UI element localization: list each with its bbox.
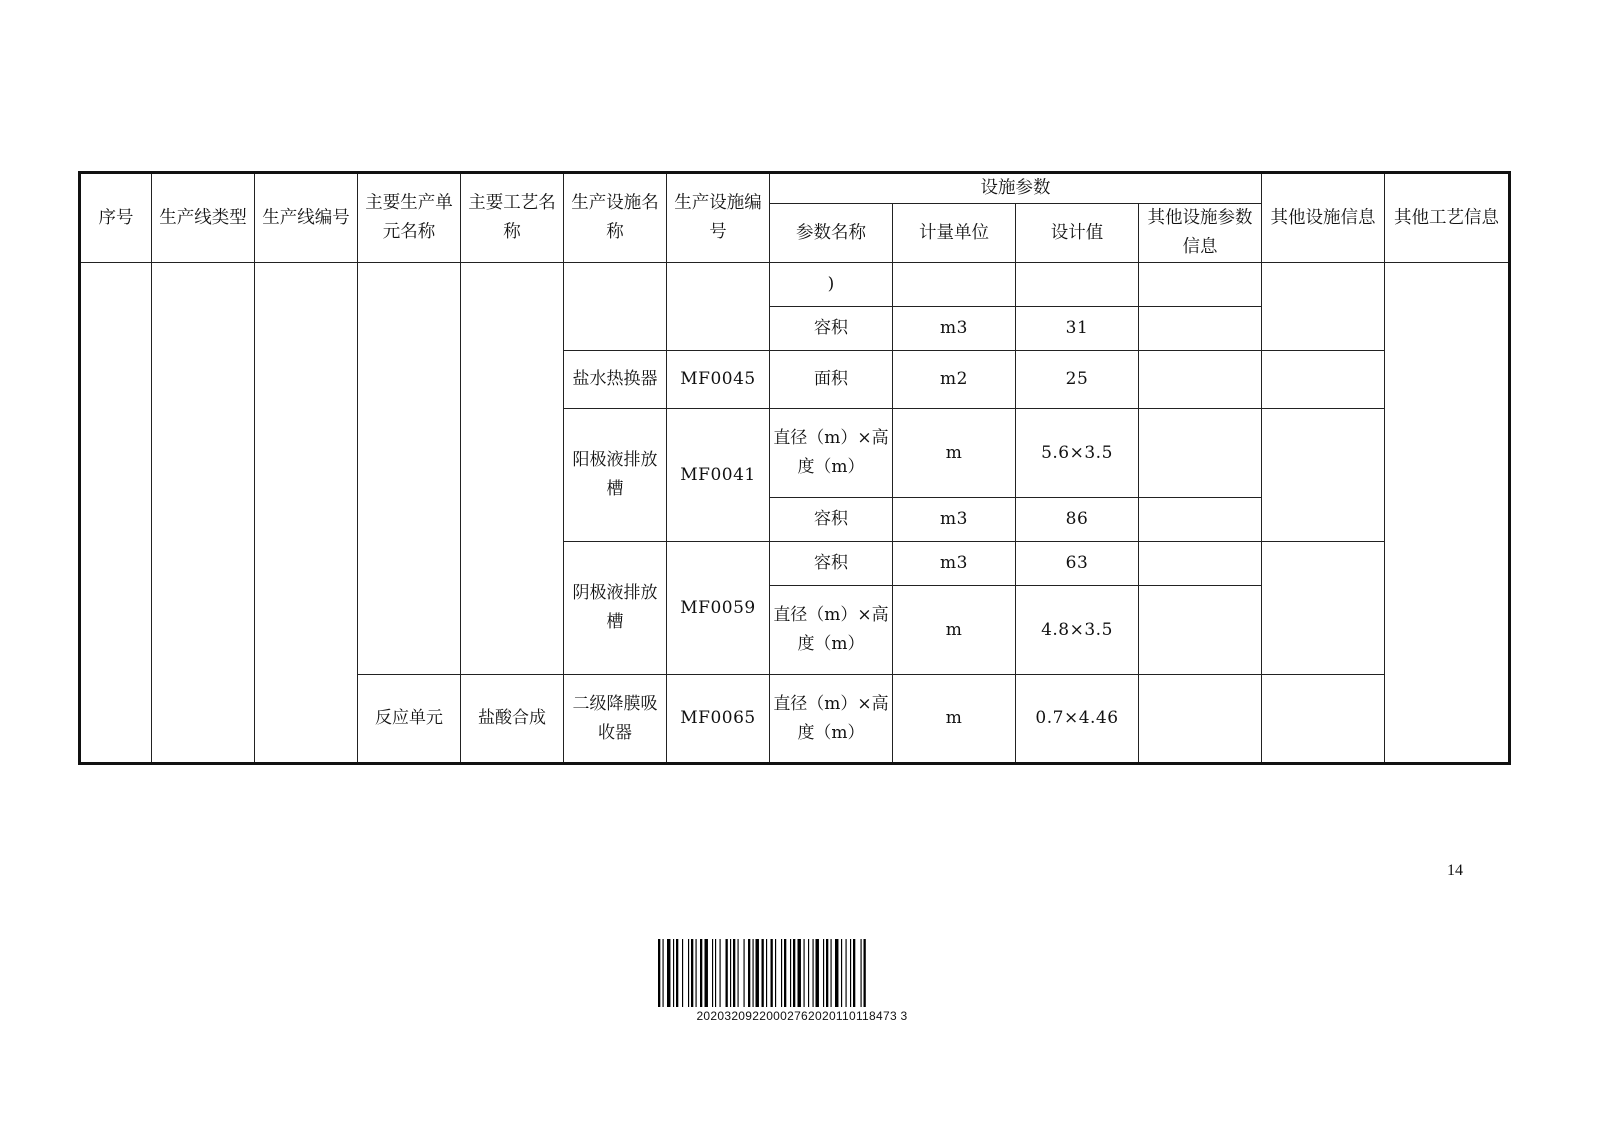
cell-other-facility	[1262, 263, 1385, 351]
cell-other-facility	[1262, 675, 1385, 764]
cell-line-code	[255, 263, 358, 764]
cell-design-value: 4.8×3.5	[1016, 586, 1139, 675]
header-main-process: 主要工艺名称	[461, 173, 564, 263]
cell-facility-code: MF0065	[667, 675, 770, 764]
cell-design-value: 0.7×4.46	[1016, 675, 1139, 764]
cell-unit: m	[893, 409, 1016, 498]
cell-facility-code: MF0045	[667, 351, 770, 409]
page-number: 14	[1447, 862, 1463, 879]
cell-line-type	[152, 263, 255, 764]
barcode-number: 20203209220002762020110118473 3	[696, 1009, 908, 1023]
table-row	[80, 263, 1510, 307]
header-other-process-info: 其他工艺信息	[1385, 173, 1510, 263]
cell-design-value	[1016, 263, 1139, 307]
cell-param-name: 容积	[770, 307, 893, 351]
header-seq: 序号	[80, 173, 152, 263]
cell-param-name: 直径（m）×高度（m）	[770, 675, 893, 764]
facility-table	[78, 171, 1511, 765]
cell-other-param	[1139, 409, 1262, 498]
cell-design-value: 86	[1016, 498, 1139, 542]
cell-unit: m3	[893, 307, 1016, 351]
cell-other-facility	[1262, 351, 1385, 409]
cell-other-param	[1139, 307, 1262, 351]
cell-other-param	[1139, 263, 1262, 307]
cell-design-value: 31	[1016, 307, 1139, 351]
cell-param-name: 容积	[770, 498, 893, 542]
cell-facility-code: MF0059	[667, 542, 770, 675]
cell-param-name: 直径（m）×高度（m）	[770, 586, 893, 675]
cell-main-process: 盐酸合成	[461, 675, 564, 764]
cell-param-name: 容积	[770, 542, 893, 586]
cell-unit: m	[893, 675, 1016, 764]
cell-main-unit	[358, 263, 461, 675]
cell-param-name: 面积	[770, 351, 893, 409]
cell-facility: 阳极液排放槽	[564, 409, 667, 542]
cell-other-process	[1385, 263, 1510, 764]
cell-other-param	[1139, 542, 1262, 586]
barcode-icon	[658, 939, 946, 1007]
cell-seq	[80, 263, 152, 764]
header-line-code: 生产线编号	[255, 173, 358, 263]
cell-other-param	[1139, 675, 1262, 764]
header-other-facility-info: 其他设施信息	[1262, 173, 1385, 263]
cell-unit: m3	[893, 542, 1016, 586]
cell-param-name: 直径（m）×高度（m）	[770, 409, 893, 498]
cell-main-process	[461, 263, 564, 675]
cell-facility	[564, 263, 667, 351]
cell-unit: m3	[893, 498, 1016, 542]
header-facility-name: 生产设施名称	[564, 173, 667, 263]
cell-other-param	[1139, 498, 1262, 542]
cell-param-name: )	[770, 263, 893, 307]
cell-other-facility	[1262, 542, 1385, 675]
cell-unit: m	[893, 586, 1016, 675]
cell-facility-code	[667, 263, 770, 351]
header-facility-params: 设施参数	[770, 173, 1262, 204]
cell-unit: m2	[893, 351, 1016, 409]
header-param-name: 参数名称	[770, 204, 893, 263]
cell-facility: 二级降膜吸收器	[564, 675, 667, 764]
header-design-value: 设计值	[1016, 204, 1139, 263]
cell-main-unit: 反应单元	[358, 675, 461, 764]
header-line-type: 生产线类型	[152, 173, 255, 263]
header-main-unit: 主要生产单元名称	[358, 173, 461, 263]
cell-facility-code: MF0041	[667, 409, 770, 542]
cell-other-facility	[1262, 409, 1385, 542]
cell-design-value: 5.6×3.5	[1016, 409, 1139, 498]
cell-other-param	[1139, 586, 1262, 675]
cell-facility: 阴极液排放槽	[564, 542, 667, 675]
cell-unit	[893, 263, 1016, 307]
header-other-param-info: 其他设施参数信息	[1139, 204, 1262, 263]
cell-facility: 盐水热换器	[564, 351, 667, 409]
cell-design-value: 25	[1016, 351, 1139, 409]
header-unit: 计量单位	[893, 204, 1016, 263]
header-facility-code: 生产设施编号	[667, 173, 770, 263]
cell-design-value: 63	[1016, 542, 1139, 586]
cell-other-param	[1139, 351, 1262, 409]
